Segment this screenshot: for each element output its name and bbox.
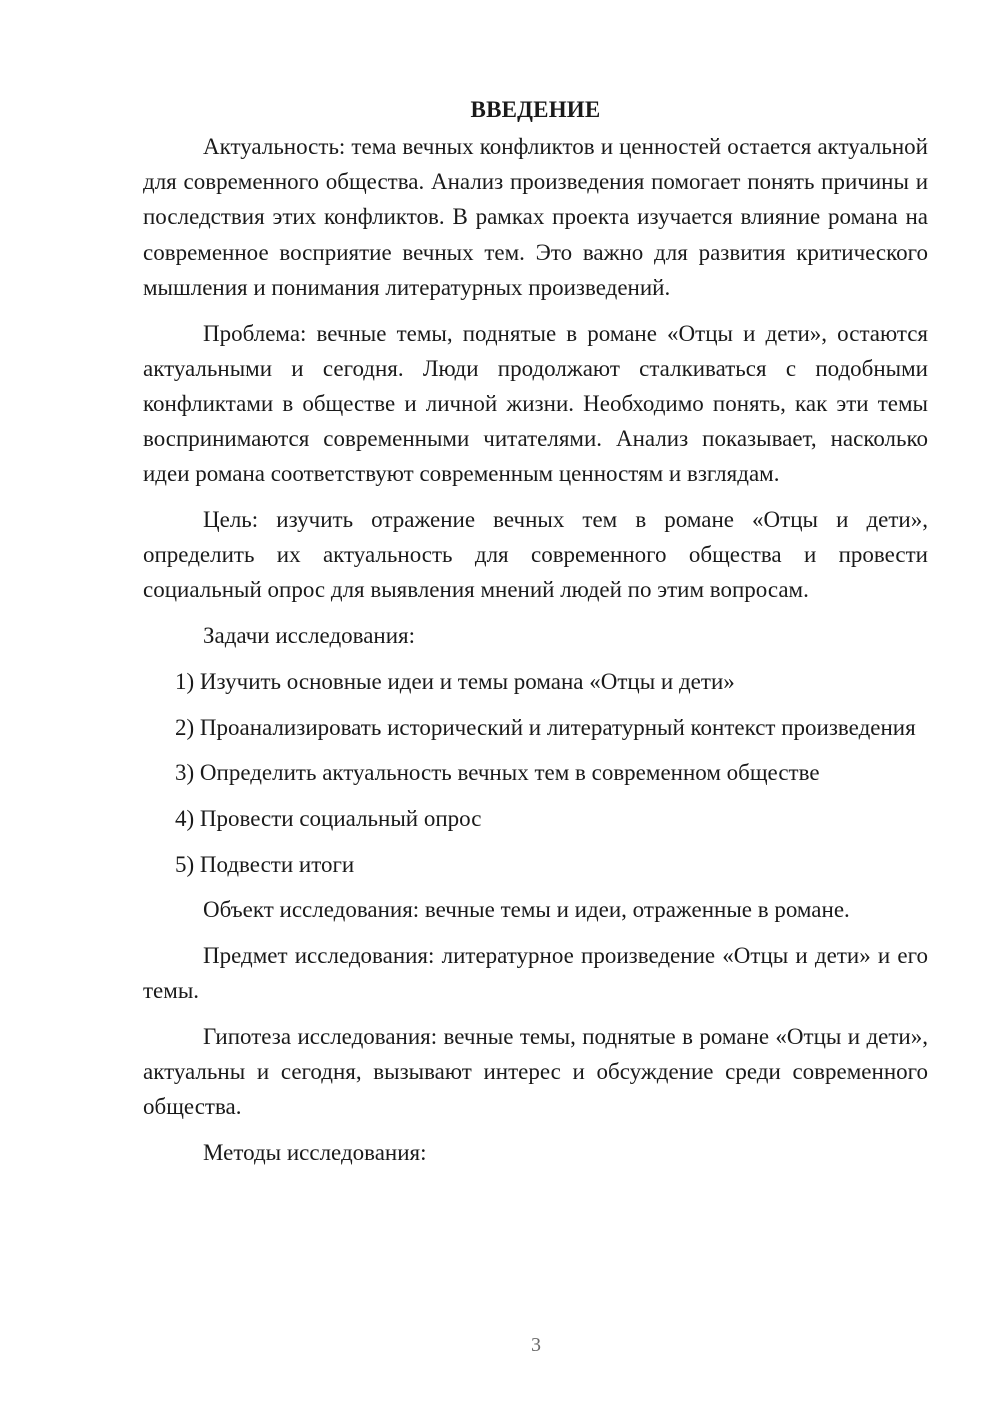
task-item-5: 5) Подвести итоги — [175, 851, 355, 877]
task-item-3: 3) Определить актуальность вечных тем в современном обществе — [175, 760, 820, 786]
page-number: 3 — [531, 1334, 541, 1356]
task-item-4: 4) Провести социальный опрос — [175, 805, 482, 831]
object-paragraph: Объект исследования: вечные темы и идеи, отраженные в романе. — [203, 897, 850, 923]
goal-paragraph: Цель: изучить отражение вечных тем в романе «Отцы и дети», определить их актуальность для современного общества и провести социальный опрос для выявления мнений людей по этим вопросам. — [143, 507, 928, 603]
document-body — [143, 92, 928, 1181]
relevance-paragraph: Актуальность: тема вечных конфликтов и ценностей остается актуальной для современного общества. Анализ произведения помогает понять причины и последствия этих конфликтов. В рамках проекта изучается влияние романа на современное восприятие вечных тем. Это важно для развития критического мышления и понимания литературных произведений. — [143, 134, 928, 300]
problem-paragraph: Проблема: вечные темы, поднятые в романе «Отцы и дети», остаются актуальными и сегодня. Люди продолжают сталкиваться с подобными конфликтами в обществе и личной жизни. Необходимо понять, как эти темы воспринимаются современными читателями. Анализ показывает, насколько идеи романа соответствуют современным ценностям и взглядам. — [143, 320, 928, 487]
methods-heading: Методы исследования: — [203, 1140, 427, 1166]
subject-paragraph: Предмет исследования: литературное произведение «Отцы и дети» и его темы. — [143, 943, 928, 1004]
section-title: ВВЕДЕНИЕ — [470, 97, 601, 122]
task-item-1: 1) Изучить основные идеи и темы романа «Отцы и дети» — [175, 668, 735, 694]
task-item-2: 2) Проанализировать исторический и литературный контекст произведения — [175, 714, 916, 740]
tasks-heading: Задачи исследования: — [203, 623, 416, 649]
hypothesis-paragraph: Гипотеза исследования: вечные темы, поднятые в романе «Отцы и дети», актуальны и сегодня, вызывают интерес и обсуждение среди современного общества. — [143, 1023, 928, 1120]
